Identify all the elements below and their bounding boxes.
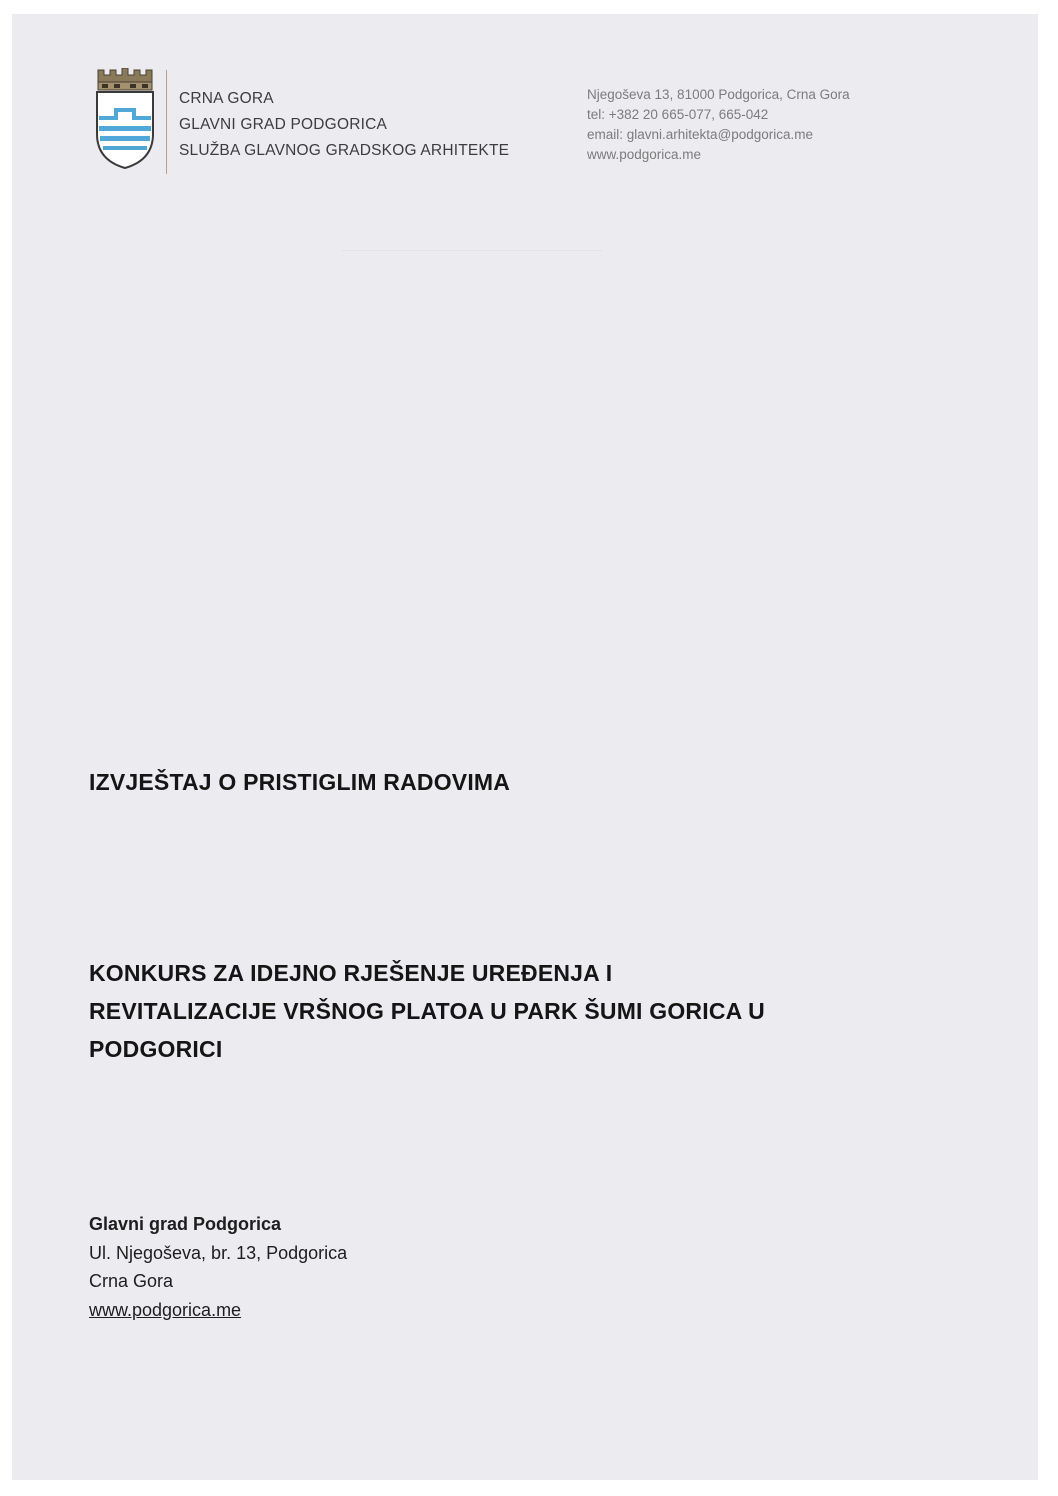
faint-divider (342, 250, 602, 251)
contest-title-line: REVITALIZACIJE VRŠNOG PLATOA U PARK ŠUMI GORICA U (89, 998, 765, 1024)
footer-website-link[interactable]: www.podgorica.me (89, 1299, 242, 1320)
contact-address: Njegoševa 13, 81000 Podgorica, Crna Gora (587, 87, 850, 102)
org-service: SLUŽBA GLAVNOG GRADSKOG ARHITEKTE (179, 142, 510, 159)
organization-block (179, 86, 509, 164)
podgorica-coat-of-arms-icon (94, 68, 156, 172)
contest-title-line: KONKURS ZA IDEJNO RJEŠENJE UREĐENJA I (89, 960, 613, 986)
report-title: IZVJEŠTAJ O PRISTIGLIM RADOVIMA (89, 769, 511, 795)
footer-org-name: Glavni grad Podgorica (89, 1214, 282, 1234)
contact-block (587, 85, 850, 165)
contest-title-line: PODGORICI (89, 1036, 223, 1062)
footer-address-block (89, 1210, 347, 1324)
document-page (12, 14, 1038, 1480)
contest-title (89, 954, 949, 1068)
contact-website: www.podgorica.me (587, 147, 702, 162)
contact-email: email: glavni.arhitekta@podgorica.me (587, 127, 814, 142)
org-country: CRNA GORA (179, 90, 274, 107)
footer-country: Crna Gora (89, 1271, 174, 1291)
letterhead-divider (166, 70, 167, 174)
org-city: GLAVNI GRAD PODGORICA (179, 116, 388, 133)
contact-phone: tel: +382 20 665-077, 665-042 (587, 107, 769, 122)
footer-street: Ul. Njegoševa, br. 13, Podgorica (89, 1242, 348, 1263)
